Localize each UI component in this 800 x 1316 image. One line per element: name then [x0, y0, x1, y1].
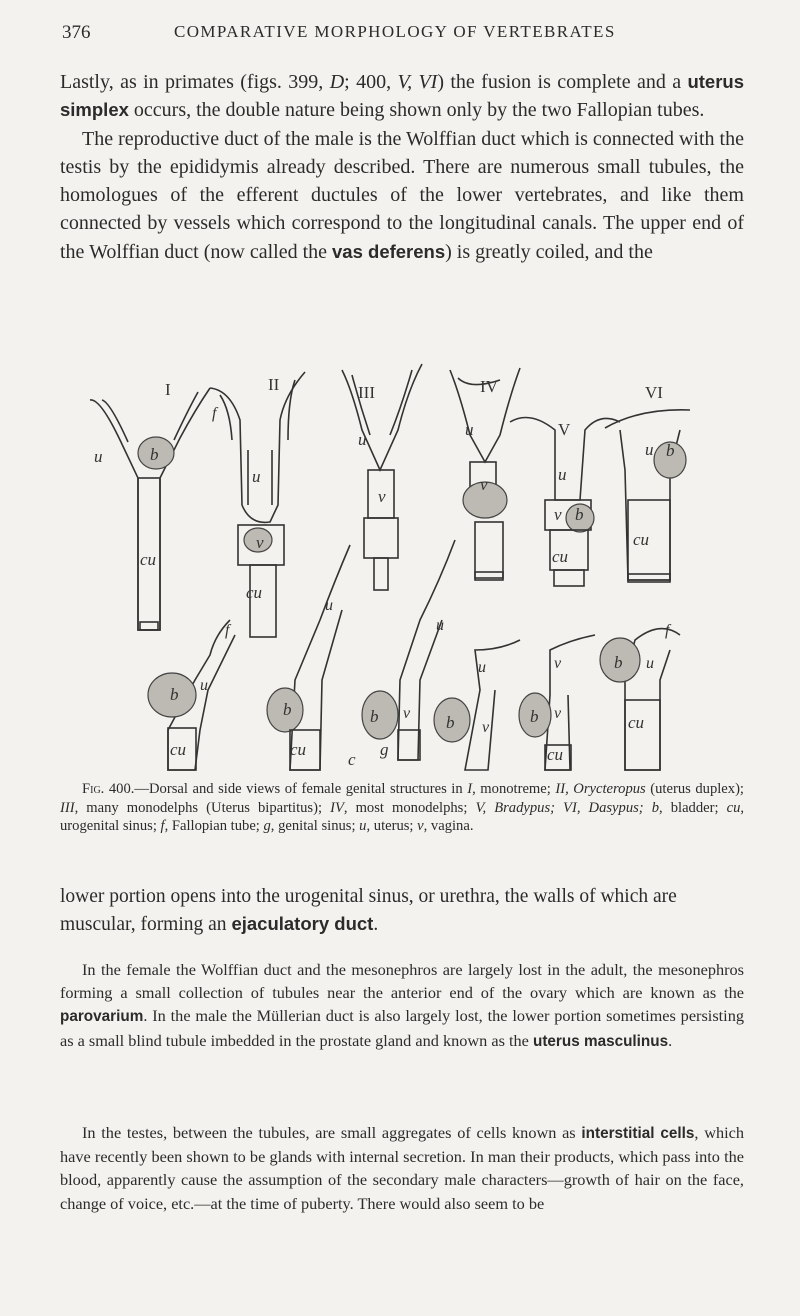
label-u: u	[645, 440, 654, 459]
label-cu: cu	[633, 530, 650, 549]
label-b: b	[614, 653, 623, 672]
diagram-V	[510, 418, 620, 587]
text: The reproductive duct of the male is the Wolffian duct which is connected with the testis by the epididymis already described. There are numerous small tubules, the homologues of the efferent ductules of the lower vertebrates, and like them connected by vessels which correspond to the longitudinal canals. The upper end of the Wolffian duct (now called the	[60, 127, 744, 263]
diagram-II-side	[267, 545, 350, 770]
text: . In the male the Müllerian duct is also largely lost, the lower portion sometimes persisting as a small blind tubule imbedded in the prostate gland and known as the	[60, 1006, 744, 1050]
label-v: v	[480, 475, 488, 494]
paragraph-1	[60, 68, 744, 266]
text: .	[668, 1030, 673, 1050]
label-cu: cu	[290, 740, 307, 759]
text: In the testes, between the tubules, are small aggregates of cells known as	[82, 1123, 582, 1142]
label-b: b	[370, 707, 379, 726]
label-cu: cu	[246, 583, 263, 602]
label-v: v	[554, 655, 562, 672]
figure-400-illustration	[80, 350, 720, 775]
label-u: u	[200, 677, 208, 694]
running-title: COMPARATIVE MORPHOLOGY OF VERTEBRATES	[174, 22, 616, 41]
label-v: v	[378, 487, 386, 506]
label-b: b	[446, 713, 455, 732]
keyword-uterus-masculinus: uterus masculinus	[532, 1032, 669, 1050]
figure-400	[80, 350, 720, 775]
text: g	[263, 818, 271, 835]
text: , vagina.	[423, 818, 474, 835]
label-b: b	[283, 700, 292, 719]
label-cu: cu	[552, 547, 569, 566]
text: u	[359, 818, 367, 835]
label-b: b	[170, 685, 179, 704]
text: , many monodelphs (Uterus bipartitus);	[74, 799, 331, 816]
label-u: u	[465, 420, 474, 439]
text: , monotreme;	[472, 781, 556, 797]
label-v: v	[482, 719, 490, 736]
label-IV: IV	[480, 377, 498, 396]
label-v: v	[554, 705, 562, 722]
label-cu: cu	[547, 745, 564, 764]
text: f	[160, 818, 165, 835]
label-b: b	[530, 707, 539, 726]
text: II, Orycteropus	[555, 781, 646, 797]
text: , bladder;	[659, 799, 727, 816]
diagram-VI-side	[600, 622, 680, 770]
label-u: u	[94, 447, 103, 466]
text: , most monodelphs;	[343, 799, 476, 816]
label-b: b	[666, 441, 675, 460]
text: .	[373, 914, 379, 935]
label-f: f	[665, 622, 670, 639]
text: V, VI	[397, 71, 438, 93]
label-cu: cu	[170, 740, 187, 759]
text: , uterus;	[366, 818, 418, 835]
keyword-vas-deferens: vas deferens	[332, 240, 446, 262]
label-u: u	[558, 465, 567, 484]
text: (uterus duplex);	[645, 781, 744, 797]
text: ) is greatly coiled, and the	[445, 240, 653, 263]
label-u: u	[252, 467, 261, 486]
label-cu: cu	[628, 713, 645, 732]
diagram-V-side	[519, 635, 595, 770]
text: III	[60, 799, 75, 816]
diagram-II	[210, 372, 305, 637]
paragraph-3	[60, 958, 744, 1053]
text: v	[417, 818, 424, 835]
label-f: f	[225, 622, 230, 639]
diagram-IV-side	[434, 640, 520, 770]
keyword-interstitial-cells: interstitial cells	[581, 1125, 695, 1142]
text: IV	[330, 799, 344, 816]
text: , Fallopian tube;	[164, 818, 264, 835]
label-II: II	[268, 375, 280, 394]
text: D	[329, 71, 345, 93]
diagram-VI	[605, 383, 690, 582]
text: , genital sinus;	[270, 818, 360, 835]
diagram-I	[90, 380, 210, 630]
label-u: u	[325, 597, 333, 614]
paragraph-4	[60, 1121, 744, 1215]
keyword-parovarium: parovarium	[60, 1008, 144, 1026]
label-cu: cu	[140, 550, 157, 569]
label-u: u	[478, 659, 486, 676]
label-V: V	[558, 420, 571, 439]
keyword-ejaculatory-duct: ejaculatory duct	[231, 913, 374, 934]
text: V, Bradypus; VI, Dasypus; b	[475, 799, 660, 816]
label-III: III	[358, 383, 375, 402]
label-b: b	[150, 445, 159, 464]
text: lower portion opens into the urogenital sinus, or urethra, the walls of which are muscular, forming an	[60, 886, 677, 935]
keyword-uterus-simplex: uterus simplex	[60, 71, 744, 121]
text: ) the fusion is complete and a	[437, 71, 688, 93]
label-u: u	[646, 655, 654, 672]
paragraph-2	[60, 883, 744, 938]
label-b: b	[575, 505, 584, 524]
text: occurs, the double nature being shown only by the two Fallopian tubes.	[128, 99, 705, 122]
label-v: v	[554, 505, 562, 524]
page-number: 376	[62, 22, 91, 43]
label-v: v	[256, 533, 264, 552]
text: , which have recently been shown to be glands with internal secretion. In man their products, which pass into the blood, apparently cause the assumption of the secondary male characters—growth of hair on the face, change of voice, etc.—at the time of puberty. There would also seem to be	[60, 1123, 744, 1213]
label-f: f	[212, 405, 217, 422]
text: ; 400,	[344, 71, 398, 93]
page-header	[62, 22, 742, 50]
diagram-III	[342, 364, 422, 590]
text: cu	[726, 799, 741, 816]
label-u: u	[358, 430, 367, 449]
diagram-I-side	[148, 620, 235, 770]
text: Lastly, as in primates (figs. 399,	[60, 71, 330, 93]
text: In the female the Wolffian duct and the mesonephros are largely lost in the adult, the mesonephros forming a small collection of tubules near the anterior end of the ovary which are known as the	[60, 960, 744, 1003]
text: —Dorsal and side views of female genital structures in	[134, 781, 468, 797]
label-c: c	[348, 750, 356, 769]
label-I: I	[165, 380, 171, 399]
label-u: u	[436, 617, 444, 634]
label-g: g	[380, 740, 389, 759]
text: , urogenital sinus;	[60, 799, 745, 835]
diagram-IV	[450, 368, 520, 580]
label-VI: VI	[645, 383, 663, 402]
caption-lead: Fig. 400.	[82, 781, 135, 797]
figure-caption	[60, 780, 744, 836]
label-v: v	[403, 705, 411, 722]
text: I	[467, 781, 473, 797]
